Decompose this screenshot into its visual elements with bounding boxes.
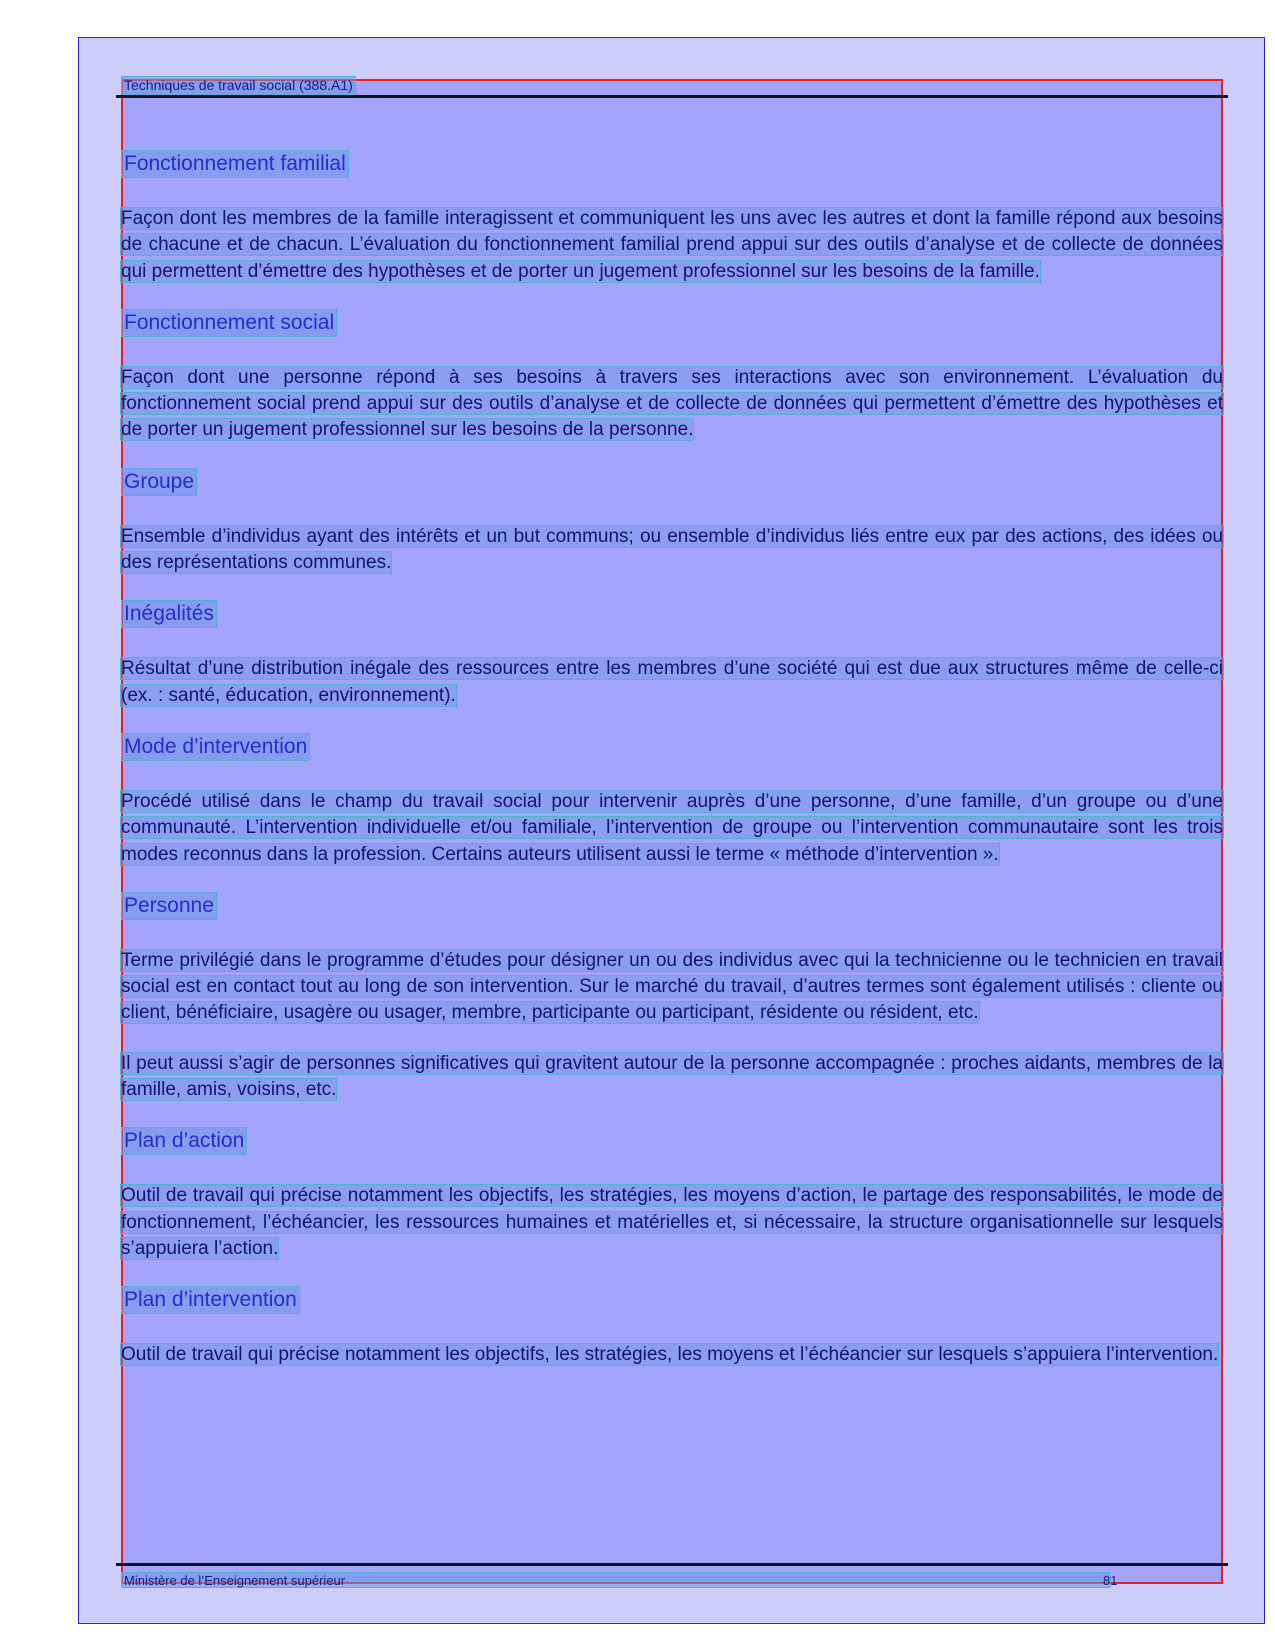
term-heading: Plan d’intervention <box>121 1286 300 1314</box>
term-heading: Plan d’action <box>121 1127 247 1155</box>
glossary-entry <box>121 892 1223 1103</box>
glossary-content <box>121 150 1223 1393</box>
glossary-entry <box>121 309 1223 444</box>
glossary-entry <box>121 1127 1223 1262</box>
term-heading: Inégalités <box>121 600 217 628</box>
running-footer: Ministère de l’Enseignement supérieur <box>121 1572 1111 1588</box>
definition-paragraph: Ensemble d’individus ayant des intérêts et un but communs; ou ensemble d’individus liés entre eux par des actions, des idées ou des représentations communes. <box>121 525 1223 574</box>
glossary-entry <box>121 733 1223 868</box>
term-heading: Mode d’intervention <box>121 733 310 761</box>
page-number: 81 <box>1103 1573 1118 1588</box>
glossary-entry <box>121 150 1223 285</box>
header-rule <box>116 95 1228 98</box>
term-heading: Fonctionnement familial <box>121 150 349 178</box>
definition-paragraph: Façon dont une personne répond à ses besoins à travers ses interactions avec son environnement. L’évaluation du fonctionnement social prend appui sur des outils d’analyse et de collecte de données qui permettent d’émettre des hypothèses et de porter un jugement professionnel sur les besoins de la personne. <box>121 366 1223 441</box>
term-heading: Personne <box>121 892 217 920</box>
glossary-entry <box>121 600 1223 709</box>
definition-paragraph: Il peut aussi s’agir de personnes significatives qui gravitent autour de la personne accompagnée : proches aidants, membres de la famille, amis, voisins, etc. <box>121 1052 1223 1101</box>
definition-paragraph: Outil de travail qui précise notamment les objectifs, les stratégies, les moyens et l’échéancier sur lesquels s’appuiera l’intervention. <box>121 1344 1219 1366</box>
definition-paragraph: Procédé utilisé dans le champ du travail social pour intervenir auprès d’une personne, d’une famille, d’un groupe ou d’une communauté. L’intervention individuelle et/ou familiale, l’intervention de groupe ou l’intervention communautaire sont les trois modes reconnus dans la profession. Certains auteurs utilisent aussi le terme « méthode d’intervention ». <box>121 790 1223 865</box>
running-header: Techniques de travail social (388.A1) <box>121 76 356 95</box>
definition-paragraph: Terme privilégié dans le programme d’études pour désigner un ou des individus avec qui la technicienne ou le technicien en travail social est en contact tout au long de son intervention. Sur le marché du travail, d’autres termes sont également utilisés : cliente ou client, bénéficiaire, usagère ou usager, membre, participante ou participant, résidente ou résident, etc. <box>121 949 1223 1024</box>
definition-paragraph: Résultat d’une distribution inégale des ressources entre les membres d’une société qui est due aux structures même de celle-ci (ex. : santé, éducation, environnement). <box>121 658 1223 706</box>
definition-paragraph: Outil de travail qui précise notamment les objectifs, les stratégies, les moyens d’action, le partage des responsabilités, le mode de fonctionnement, l’échéancier, les ressources humaines et matérielles et, si nécessaire, la structure organisationnelle sur lesquels s’appuiera l’action. <box>121 1185 1223 1259</box>
definition-paragraph: Façon dont les membres de la famille interagissent et communiquent les uns avec les autres et dont la famille répond aux besoins de chacune et de chacun. L’évaluation du fonctionnement familial prend appui sur des outils d’analyse et de collecte de données qui permettent d’émettre des hypothèses et de porter un jugement professionnel sur les besoins de la famille. <box>121 208 1223 282</box>
glossary-entry <box>121 1286 1223 1368</box>
term-heading: Groupe <box>121 468 197 496</box>
footer-rule <box>116 1563 1228 1566</box>
term-heading: Fonctionnement social <box>121 309 337 337</box>
glossary-entry <box>121 468 1223 577</box>
